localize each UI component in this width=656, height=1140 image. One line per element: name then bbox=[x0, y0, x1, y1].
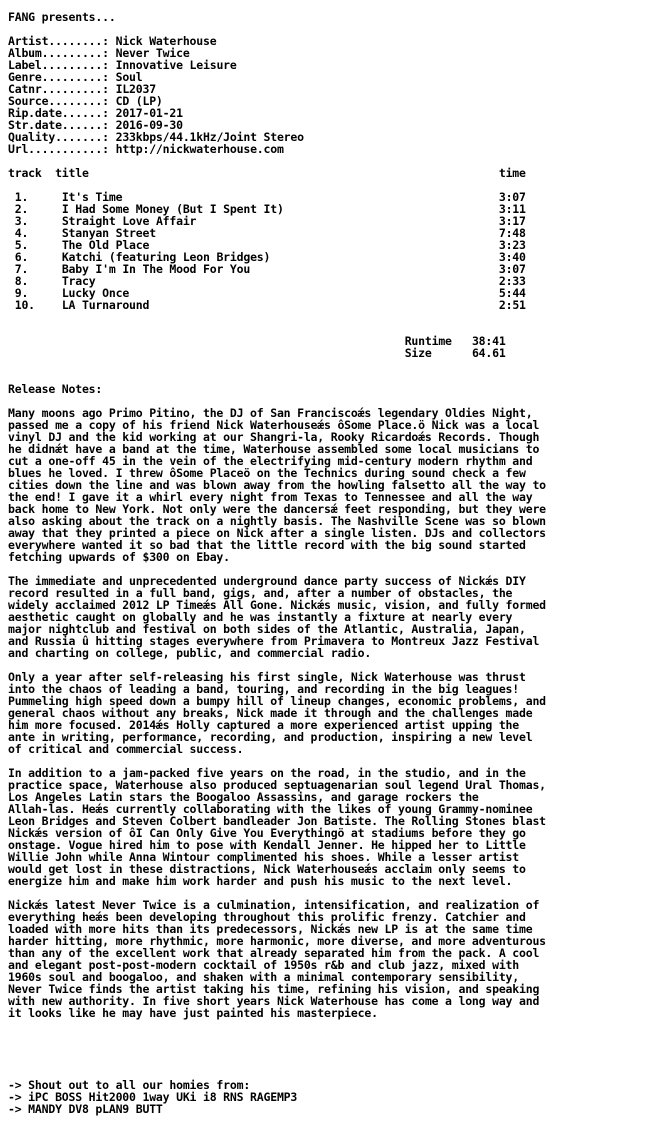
info-key: Str.date bbox=[8, 118, 62, 132]
track-time: 3:07 bbox=[498, 190, 526, 204]
info-key: Label bbox=[8, 58, 42, 72]
track-title: I Had Some Money (But I Spent It) bbox=[61, 202, 284, 216]
nfo-header: FANG presents... bbox=[8, 10, 116, 24]
track-time: 7:48 bbox=[498, 226, 526, 240]
track-number: 7. bbox=[14, 262, 29, 276]
track-number: 8. bbox=[14, 274, 29, 288]
tracklist-header-time: time bbox=[498, 166, 526, 180]
track-title: Lucky Once bbox=[61, 286, 130, 300]
info-value: Never Twice bbox=[115, 46, 190, 60]
summary-label: Size bbox=[404, 346, 432, 360]
shoutout-line: -> MANDY DV8 pLAN9 BUTT bbox=[8, 1102, 163, 1116]
info-key: Genre bbox=[8, 70, 42, 84]
track-number: 3. bbox=[14, 214, 29, 228]
track-time: 2:33 bbox=[498, 274, 526, 288]
tracklist-header-track: track bbox=[8, 166, 42, 180]
track-title: Tracy bbox=[61, 274, 96, 288]
track-time: 2:51 bbox=[498, 298, 526, 312]
info-value: 2016-09-30 bbox=[115, 118, 183, 132]
info-key: Album bbox=[8, 46, 42, 60]
summary-value: 38:41 bbox=[471, 334, 506, 348]
tracklist-header-title: title bbox=[55, 166, 89, 180]
track-title: Baby I'm In The Mood For You bbox=[61, 262, 251, 276]
info-key: Catnr bbox=[8, 82, 42, 96]
info-value: IL2037 bbox=[115, 82, 156, 96]
release-notes-title: Release Notes: bbox=[8, 382, 103, 396]
info-key: Rip.date bbox=[8, 106, 62, 120]
info-value: Soul bbox=[115, 70, 143, 84]
track-time: 3:40 bbox=[498, 250, 526, 264]
track-number: 1. bbox=[14, 190, 29, 204]
track-number: 4. bbox=[14, 226, 29, 240]
info-value: 2017-01-21 bbox=[115, 106, 183, 120]
track-time: 3:17 bbox=[498, 214, 526, 228]
release-notes-paragraph: In addition to a jam-packed five years on the road, in the studio, and in the practice space, Waterhouse also produced septuagenarian soul legend Ural Thomas, Los Angeles Latin stars the Boogaloo Assassins, and garage rockers the Allah-las. Heǽs currently collaborating with the likes of young Grammy-nominee Leon Bridges and Steven Colbert bandleader Jon Batiste. The Rolling Stones blast Nickǽs version of ôI Can Only Give You Everythingö at stadiums before they go onstage. Vogue hired him to pose with Kendall Jenner. He hipped her to Little Willie John while Anna Wintour complimented his shoes. While a lesser artist would get lost in these distractions, Nick Waterhouseǽs acclaim only seems to energize him and make him work harder and push his music to the next level. bbox=[8, 766, 546, 888]
info-value: 233kbps/44.1kHz/Joint Stereo bbox=[115, 130, 304, 144]
info-value: Innovative Leisure bbox=[115, 58, 237, 72]
release-notes-paragraph: The immediate and unprecedented underground dance party success of Nickǽs DIY record resulted in a full band, gigs, and, after a number of obstacles, the widely acclaimed 2012 LP Timeǽs All Gone. Nickǽs music, vision, and fully formed aesthetic caught on globally and he was instantly a fixture at nearly every major nightclub and festival on both sides of the Atlantic, Australia, Japan, and Russia û hitting stages everywhere from Primavera to Montreux Jazz Festival and charting on college, public, and commercial radio. bbox=[8, 574, 546, 660]
summary-label: Runtime bbox=[404, 334, 452, 348]
track-time: 3:23 bbox=[498, 238, 526, 252]
info-value: http://nickwaterhouse.com bbox=[115, 142, 284, 156]
track-title: Stanyan Street bbox=[61, 226, 156, 240]
release-notes-paragraph: Nickǽs latest Never Twice is a culmination, intensification, and realization of everything heǽs been developing throughout this prolific frenzy. Catchier and loaded with more hits than its predecessors, Nickǽs new LP is at the same time harder hitting, more rhythmic, more harmonic, more diverse, and more adventurous than any of the excellent work that already separated him from the pack. A cool and elegant post-post-modern cocktail of 1950s r&b and club jazz, mixed with 1960s soul and boogaloo, and shaken with a minimal contemporary sensibility, Never Twice finds the artist taking his time, refining his vision, and speaking with new authority. In five short years Nick Waterhouse has come a long way and it looks like he may have just painted his masterpiece. bbox=[8, 898, 546, 1020]
track-title: Straight Love Affair bbox=[61, 214, 197, 228]
info-value: Nick Waterhouse bbox=[115, 34, 217, 48]
track-time: 5:44 bbox=[498, 286, 526, 300]
shoutout-line: -> Shout out to all our homies from: bbox=[8, 1078, 251, 1092]
release-notes-paragraph: Many moons ago Primo Pitino, the DJ of San Franciscoǽs legendary Oldies Night, passed me a copy of his friend Nick Waterhouseǽs ôSome Place.ö Nick was a local vinyl DJ and the kid working at our Shangri-la, Rooky Ricardoǽs Records. Though he didnǽt have a band at the time, Waterhouse assembled some local musicians to cut a one-off 45 in the vein of the electrifying mid-century modern rhythm and blues he loved. I threw ôSome Placeö on the Technics during sound check a few cities down the line and was blown away from the howling falsetto all the way to the end! I gave it a whirl every night from Texas to Tennessee and all the way back home to New York. Not only were the dancersǽ feet responding, but they were also asking about the track on a nightly basis. The Nashville Scene was so blown away that they printed a piece on Nick after a single listen. DJs and collectors everywhere wanted it so bad that the little record with the big sound started fetching upwards of $300 on Ebay. bbox=[8, 406, 546, 564]
track-number: 10. bbox=[14, 298, 35, 312]
track-title: Katchi (featuring Leon Bridges) bbox=[61, 250, 271, 264]
summary-value: 64.61 bbox=[471, 346, 506, 360]
track-title: The Old Place bbox=[61, 238, 150, 252]
track-number: 2. bbox=[14, 202, 29, 216]
info-key: Source bbox=[8, 94, 49, 108]
info-value: CD (LP) bbox=[115, 94, 163, 108]
release-notes-paragraph: Only a year after self-releasing his first single, Nick Waterhouse was thrust into the chaos of leading a band, touring, and recording in the big leagues! Pummeling high speed down a bumpy hill of lineup changes, economic problems, and general chaos without any breaks, Nick made it through and the challenges made him more focused. 2014ǽs Holly captured a more experienced artist upping the ante in writing, performance, recording, and production, inspiring a new level of critical and commercial success. bbox=[8, 670, 546, 756]
track-number: 6. bbox=[14, 250, 29, 264]
info-key: Quality bbox=[8, 130, 56, 144]
track-number: 5. bbox=[14, 238, 29, 252]
shoutout-line: -> iPC BOSS Hit2000 1way UKi i8 RNS RAGEMP3 bbox=[8, 1090, 298, 1104]
info-key: Url bbox=[8, 142, 29, 156]
info-key: Artist bbox=[8, 34, 49, 48]
track-title: LA Turnaround bbox=[61, 298, 150, 312]
track-time: 3:07 bbox=[498, 262, 526, 276]
track-time: 3:11 bbox=[498, 202, 526, 216]
nfo-document: FANG presents... Artist........: Nick Waterhouse Album.........: Never Twice Label.........: Innovative Leisure Genre.........: Soul Catnr.........: IL2037 Source........: CD (LP) Rip.date......: 2017-01-21 Str.date......: 2016-09-30 Quality.......: 233kbps/44.1kHz/Joint Stereo Url...........: http://nickwaterhouse.com track title time 1. It's Time 3:07 2. I Had Some Money (But I Spent It) 3:11 3. Straight Love Affair 3:17 4. Stanyan Street 7:48 5. The Old Place 3:23 6. Katchi (featuring Leon Bridges) 3:40 7. Baby I'm In The Mood For You 3:07 8. Tracy 2:33 9. Lucky Once 5:44 10. LA Turnaround 2:51 Runtime 38:41 Size 64.61 Release Notes: Many moons ago Primo Pitino, the DJ of San Franciscoǽs legendary Oldies Night, passed me a copy of his friend Nick Waterhouseǽs ôSome Place.ö Nick was a local vinyl DJ and the kid working at our Shangri-la, Rooky Ricardoǽs Records. Though he didnǽt have a band at the time, Waterhouse assembled some local musicians to cut a one-off 45 in the vein of the electrifying mid-century modern rhythm and blues he loved. I threw ôSome Placeö on the Technics during sound check a few cities down the line and was blown away from the howling falsetto all the way to the end! I gave it a whirl every night from Texas to Tennessee and all the way back home to New York. Not only were the dancersǽ feet responding, but they were also asking about the track on a nightly basis. The Nashville Scene was so blown away that they printed a piece on Nick after a single listen. DJs and collectors everywhere wanted it so bad that the little record with the big sound started fetching upwards of $300 on Ebay. The immediate and unprecedented underground dance party success of Nickǽs DIY record resulted in a full band, gigs, and, after a number of obstacles, the widely acclaimed 2012 LP Timeǽs All Gone. Nickǽs music, vision, and fully formed aesthetic caught on globally and he was instantly a fixture at nearly every major nightclub and festival on both sides of the Atlantic, Australia, Japan, and Russia û hitting stages everywhere from Primavera to Montreux Jazz Festival and charting on college, public, and commercial radio. Only a year after self-releasing his first single, Nick Waterhouse was thrust into the chaos of leading a band, touring, and recording in the big leagues! Pummeling high speed down a bumpy hill of lineup changes, economic problems, and general chaos without any breaks, Nick made it through and the challenges made him more focused. 2014ǽs Holly captured a more experienced artist upping the ante in writing, performance, recording, and production, inspiring a new level of critical and commercial success. In addition to a jam-packed five years on the road, in the studio, and in the practice space, Waterhouse also produced septuagenarian soul legend Ural Thomas, Los Angeles Latin stars the Boogaloo Assassins, and garage rockers the Allah-las. Heǽs currently collaborating with the likes of young Grammy-nominee Leon Bridges and Steven Colbert bandleader Jon Batiste. The Rolling Stones blast Nickǽs version of ôI Can Only Give You Everythingö at stadiums before they go onstage. Vogue hired him to pose with Kendall Jenner. He hipped her to Little Willie John while Anna Wintour complimented his shoes. While a lesser artist would get lost in these distractions, Nick Waterhouseǽs acclaim only seems to energize him and make him work harder and push his music to the next level. Nickǽs latest Never Twice is a culmination, intensification, and realization of everything heǽs been developing throughout this prolific frenzy. Catchier and loaded with more hits than its predecessors, Nickǽs new LP is at the same time harder hitting, more rhythmic, more harmonic, more diverse, and more adventurous than any of the excellent work that already separated him from the pack. A cool and elegant post-post-modern cocktail of 1950s r&b and club jazz, mixed with 1960s soul and boogaloo, and shaken with a minimal contemporary sensibility, Never Twice finds the artist taking his time, refining his vision, and speaking with new authority. In five short years Nick Waterhouse has come a long way and it looks like he may have just painted his masterpiece. -> Shout out to all our homies from: -> iPC BOSS Hit2000 1way UKi i8 RNS RAGEMP3 -> MANDY DV8 pLAN9 BUTT bbox=[8, 10, 546, 1116]
track-title: It's Time bbox=[61, 190, 123, 204]
track-number: 9. bbox=[14, 286, 29, 300]
